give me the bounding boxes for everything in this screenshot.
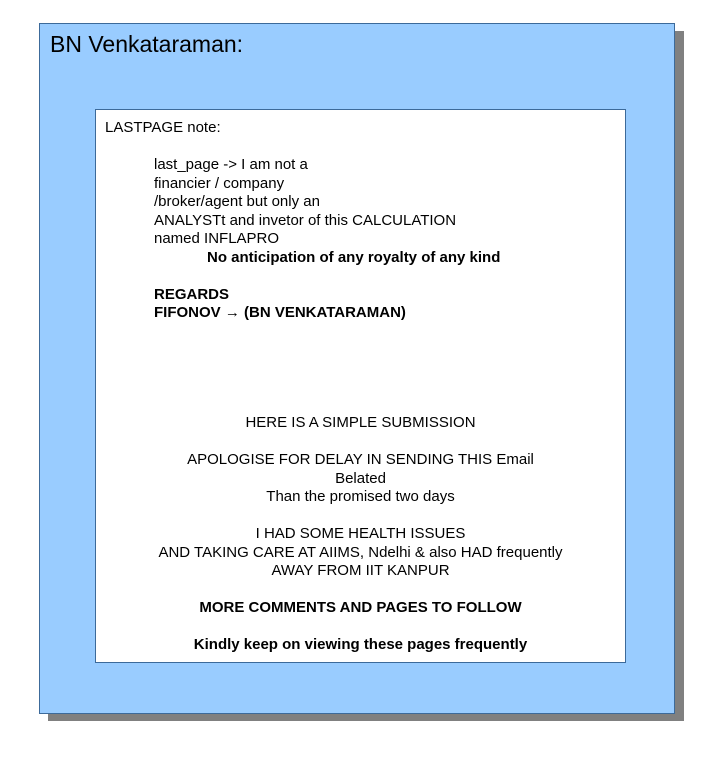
disclaimer-block [154,156,500,323]
slide [39,23,675,714]
more-comments-line: MORE COMMENTS AND PAGES TO FOLLOW [199,599,522,616]
disclaimer-line: last_page -> I am not a [154,156,308,173]
disclaimer-line: named INFLAPRO [154,230,280,247]
note-box [95,109,626,663]
spacer [96,581,625,600]
disclaimer-line: ANALYSTt and invetor of this CALCULATION [154,211,457,229]
health-line: AND TAKING CARE AT AIIMS, Ndelhi & also HAD frequently [158,543,563,561]
signature-line: FIFONOV → (BN VENKATARAMAN) [154,304,406,321]
spacer [96,507,625,526]
keep-viewing-line: Kindly keep on viewing these pages frequently [193,636,528,653]
regards-line: REGARDS [154,285,230,303]
apology-line: Than the promised two days [266,488,455,505]
slide-title: BN Venkataraman: [50,31,244,57]
disclaimer-line: financier / company [154,174,285,192]
message-block [96,414,625,655]
royalty-line: No anticipation of any royalty of any kind [207,248,501,266]
health-line: AWAY FROM IIT KANPUR [271,562,450,579]
disclaimer-line: /broker/agent but only an [154,193,320,210]
spacer [96,433,625,452]
submission-line: HERE IS A SIMPLE SUBMISSION [245,414,476,431]
note-heading: LASTPAGE note: [105,119,221,136]
apology-line: Belated [335,469,386,487]
apology-line: APOLOGISE FOR DELAY IN SENDING THIS Email [187,451,534,468]
spacer [154,267,500,286]
health-line: I HAD SOME HEALTH ISSUES [255,525,466,542]
spacer [96,618,625,637]
